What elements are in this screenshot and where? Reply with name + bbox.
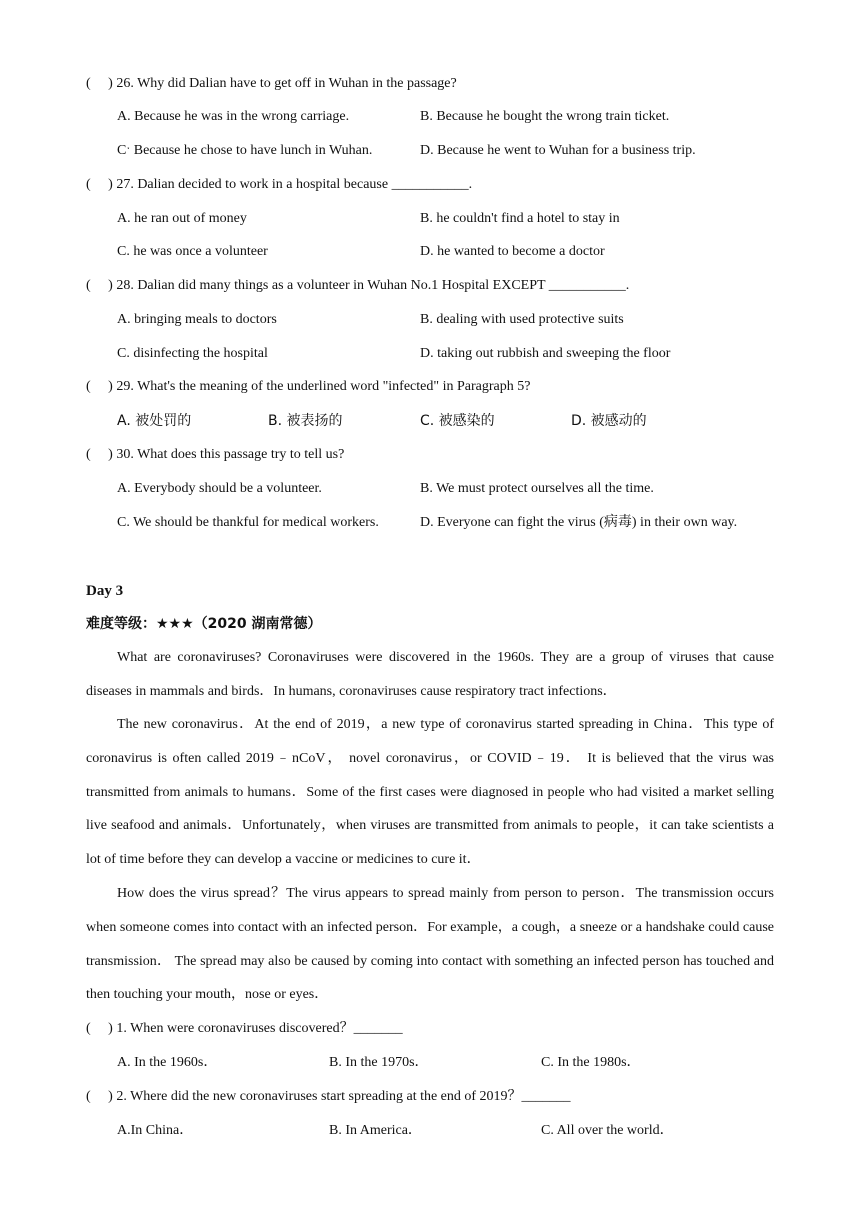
option-26c: Cˑ Because he chose to have lunch in Wuhan. — [117, 143, 373, 158]
option-29a: A. 被处罚的 — [117, 413, 192, 429]
option-1a: A. In the 1960s． — [117, 1055, 218, 1070]
question-27: ( ) 27. Dalian decided to work in a hospital because ___________. — [86, 177, 473, 192]
option-27c: C. he was once a volunteer — [117, 244, 268, 259]
paragraph-1: What are coronaviruses? Coronaviruses were discovered in the 1960s. They are a group of viruses that cause diseases in mammals and birds．In humans, coronaviruses cause respiratory tract infections． — [86, 650, 774, 699]
option-2a: A.In China． — [117, 1123, 194, 1138]
option-29d: D. 被感动的 — [571, 413, 647, 429]
question-30: ( ) 30. What does this passage try to tell us? — [86, 447, 345, 462]
paragraph-2: The new coronavirus．At the end of 2019，a new type of coronavirus started spreading in China．This type of coronavirus is often called 2019﹣nCoV， novel coronavirus，or COVID﹣19． It is believed that the virus was transmitted from animals to humans．Some of the first cases were diagnosed in people who had visited a market selling live seafood and animals．Unfortunately，when viruses are transmitted from animals to people，it can take scientists a lot of time before they can develop a vaccine or medicines to cure it． — [86, 717, 774, 868]
option-30d: D. Everyone can fight the virus (病毒) in their own way. — [420, 515, 738, 530]
option-27b: B. he couldn't find a hotel to stay in — [420, 211, 620, 226]
difficulty-label: 难度等级：★★★（2020 湖南常德） — [86, 616, 322, 632]
option-29b: B. 被表扬的 — [268, 413, 343, 429]
question-26: ( ) 26. Why did Dalian have to get off in Wuhan in the passage? — [86, 76, 457, 91]
option-30a: A. Everybody should be a volunteer. — [117, 481, 322, 496]
option-28b: B. dealing with used protective suits — [420, 312, 624, 327]
day-title: Day 3 — [86, 583, 124, 599]
option-29c: C. 被感染的 — [420, 413, 495, 429]
option-27a: A. he ran out of money — [117, 211, 247, 226]
option-30c: C. We should be thankful for medical workers. — [117, 515, 379, 530]
option-1c: C. In the 1980s． — [541, 1055, 641, 1070]
option-26a: A. Because he was in the wrong carriage. — [117, 109, 350, 124]
option-28d: D. taking out rubbish and sweeping the floor — [420, 346, 671, 361]
paragraph-3: How does the virus spread？The virus appears to spread mainly from person to person．The transmission occurs when someone comes into contact with an infected person．For example，a cough，a sneeze or a handshake could cause transmission． The spread may also be caused by coming into contact with something an infected person has touched and then touching your mouth，nose or eyes． — [86, 886, 774, 1003]
option-2c: C. All over the world． — [541, 1123, 674, 1138]
option-2b: B. In America． — [329, 1123, 422, 1138]
option-28c: C. disinfecting the hospital — [117, 346, 268, 361]
question-28: ( ) 28. Dalian did many things as a volunteer in Wuhan No.1 Hospital EXCEPT ___________. — [86, 278, 630, 293]
question-1: ( ) 1. When were coronaviruses discovered？_______ — [86, 1021, 403, 1036]
option-26b: B. Because he bought the wrong train ticket. — [420, 109, 670, 124]
option-26d: D. Because he went to Wuhan for a business trip. — [420, 143, 696, 158]
question-29: ( ) 29. What's the meaning of the underlined word "infected" in Paragraph 5? — [86, 379, 531, 394]
option-28a: A. bringing meals to doctors — [117, 312, 277, 327]
option-30b: B. We must protect ourselves all the time. — [420, 481, 654, 496]
option-27d: D. he wanted to become a doctor — [420, 244, 605, 259]
option-1b: B. In the 1970s． — [329, 1055, 429, 1070]
question-2: ( ) 2. Where did the new coronaviruses start spreading at the end of 2019？_______ — [86, 1089, 571, 1104]
